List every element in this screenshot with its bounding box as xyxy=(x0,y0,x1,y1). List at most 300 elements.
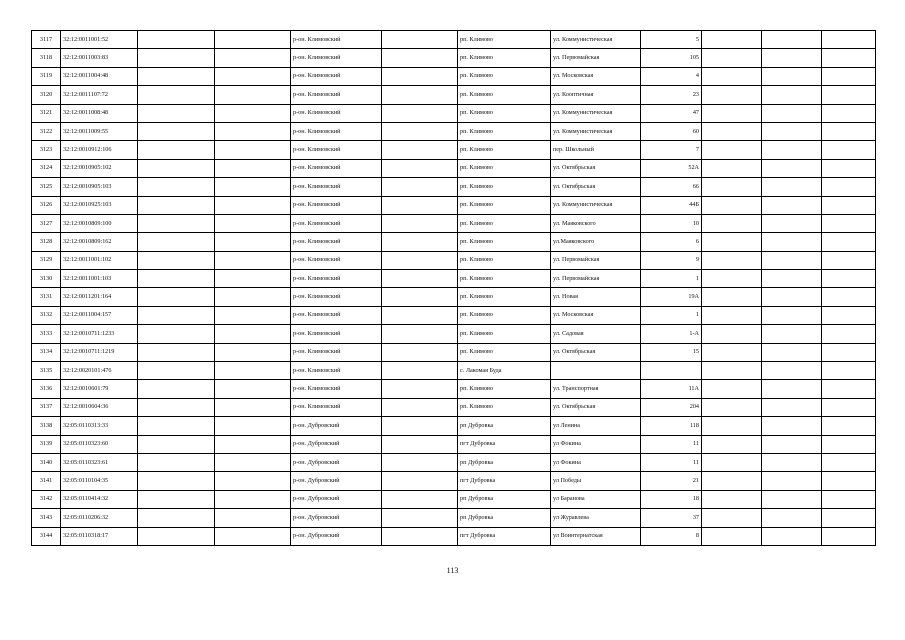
house-number-cell: 1 xyxy=(641,306,702,324)
empty-cell xyxy=(215,122,291,140)
empty-cell xyxy=(215,270,291,288)
empty-cell xyxy=(822,362,876,380)
cadastral-number-cell: 32:05:0110414:32 xyxy=(61,490,138,508)
empty-cell xyxy=(702,214,762,232)
empty-cell xyxy=(762,86,822,104)
empty-cell xyxy=(762,380,822,398)
empty-cell xyxy=(138,417,215,435)
empty-cell xyxy=(382,453,458,471)
empty-cell xyxy=(382,490,458,508)
empty-cell xyxy=(215,233,291,251)
empty-cell xyxy=(822,288,876,306)
cadastral-number-cell: 32:12:0020101:476 xyxy=(61,362,138,380)
cadastral-number-cell: 32:05:0110318:17 xyxy=(61,527,138,545)
house-number-cell: 11 xyxy=(641,435,702,453)
street-cell: ул. Коммунистическая xyxy=(551,196,641,214)
empty-cell xyxy=(762,196,822,214)
empty-cell xyxy=(822,435,876,453)
house-number-cell: 7 xyxy=(641,141,702,159)
settlement-cell: рп. Климово xyxy=(458,214,551,232)
house-number-cell: 105 xyxy=(641,49,702,67)
house-number-cell: 11 xyxy=(641,453,702,471)
row-number-cell: 3133 xyxy=(32,325,61,343)
district-cell: р-он. Дубровский xyxy=(291,453,382,471)
district-cell: р-он. Климовский xyxy=(291,86,382,104)
empty-cell xyxy=(702,527,762,545)
cadastral-number-cell: 32:12:0010905:103 xyxy=(61,178,138,196)
cadastral-number-cell: 32:12:0010601:79 xyxy=(61,380,138,398)
settlement-cell: рп. Климово xyxy=(458,178,551,196)
settlement-cell: рп. Климово xyxy=(458,122,551,140)
empty-cell xyxy=(762,472,822,490)
table-row xyxy=(32,453,876,471)
table-row xyxy=(32,67,876,85)
empty-cell xyxy=(762,453,822,471)
street-cell: ул. Октябрьская xyxy=(551,178,641,196)
street-cell: ул. Первомайская xyxy=(551,270,641,288)
row-number-cell: 3135 xyxy=(32,362,61,380)
empty-cell xyxy=(215,472,291,490)
row-number-cell: 3118 xyxy=(32,49,61,67)
empty-cell xyxy=(702,362,762,380)
empty-cell xyxy=(762,270,822,288)
cadastral-number-cell: 32:12:0011003:83 xyxy=(61,49,138,67)
empty-cell xyxy=(382,251,458,269)
district-cell: р-он. Климовский xyxy=(291,270,382,288)
table-row xyxy=(32,509,876,527)
empty-cell xyxy=(138,159,215,177)
street-cell: ул. Кооптичная xyxy=(551,86,641,104)
empty-cell xyxy=(215,86,291,104)
table-row xyxy=(32,233,876,251)
empty-cell xyxy=(822,104,876,122)
house-number-cell: 1-А xyxy=(641,325,702,343)
row-number-cell: 3140 xyxy=(32,453,61,471)
empty-cell xyxy=(215,196,291,214)
empty-cell xyxy=(382,435,458,453)
empty-cell xyxy=(382,214,458,232)
settlement-cell: рп. Климово xyxy=(458,159,551,177)
cadastral-number-cell: 32:12:0011009:55 xyxy=(61,122,138,140)
district-cell: р-он. Климовский xyxy=(291,49,382,67)
district-cell: р-он. Дубровский xyxy=(291,417,382,435)
street-cell: ул. Октябрьская xyxy=(551,159,641,177)
empty-cell xyxy=(762,49,822,67)
street-cell: ул. Маяковского xyxy=(551,214,641,232)
row-number-cell: 3127 xyxy=(32,214,61,232)
empty-cell xyxy=(822,214,876,232)
street-cell xyxy=(551,362,641,380)
empty-cell xyxy=(702,435,762,453)
street-cell: ул. Коммунистическая xyxy=(551,31,641,49)
cadastral-number-cell: 32:05:0110104:35 xyxy=(61,472,138,490)
empty-cell xyxy=(215,343,291,361)
house-number-cell: 1 xyxy=(641,270,702,288)
empty-cell xyxy=(762,417,822,435)
row-number-cell: 3134 xyxy=(32,343,61,361)
row-number-cell: 3142 xyxy=(32,490,61,508)
empty-cell xyxy=(762,141,822,159)
empty-cell xyxy=(382,398,458,416)
empty-cell xyxy=(382,527,458,545)
empty-cell xyxy=(382,178,458,196)
table-row xyxy=(32,214,876,232)
empty-cell xyxy=(215,141,291,159)
empty-cell xyxy=(822,251,876,269)
house-number-cell xyxy=(641,362,702,380)
empty-cell xyxy=(702,122,762,140)
empty-cell xyxy=(822,398,876,416)
settlement-cell: рп Дубровка xyxy=(458,453,551,471)
street-cell: ул. Транспортная xyxy=(551,380,641,398)
cadastral-number-cell: 32:12:0010711:1233 xyxy=(61,325,138,343)
settlement-cell: рп. Климово xyxy=(458,233,551,251)
cadastral-number-cell: 32:12:0011004:48 xyxy=(61,67,138,85)
empty-cell xyxy=(762,490,822,508)
empty-cell xyxy=(762,398,822,416)
table-row xyxy=(32,527,876,545)
house-number-cell: 8 xyxy=(641,527,702,545)
cadastral-number-cell: 32:05:0110206:32 xyxy=(61,509,138,527)
settlement-cell: рп. Климово xyxy=(458,325,551,343)
empty-cell xyxy=(702,159,762,177)
district-cell: р-он. Климовский xyxy=(291,325,382,343)
house-number-cell: 11А xyxy=(641,380,702,398)
district-cell: р-он. Климовский xyxy=(291,398,382,416)
empty-cell xyxy=(382,417,458,435)
house-number-cell: 52А xyxy=(641,159,702,177)
empty-cell xyxy=(215,214,291,232)
empty-cell xyxy=(138,453,215,471)
empty-cell xyxy=(215,67,291,85)
empty-cell xyxy=(702,270,762,288)
street-cell: ул. Московская xyxy=(551,67,641,85)
empty-cell xyxy=(382,343,458,361)
empty-cell xyxy=(822,472,876,490)
empty-cell xyxy=(138,214,215,232)
house-number-cell: 66 xyxy=(641,178,702,196)
row-number-cell: 3120 xyxy=(32,86,61,104)
row-number-cell: 3132 xyxy=(32,306,61,324)
empty-cell xyxy=(215,509,291,527)
empty-cell xyxy=(762,435,822,453)
empty-cell xyxy=(822,325,876,343)
empty-cell xyxy=(762,509,822,527)
settlement-cell: рп Дубровка xyxy=(458,417,551,435)
district-cell: р-он. Дубровский xyxy=(291,490,382,508)
empty-cell xyxy=(215,49,291,67)
settlement-cell: рп. Климово xyxy=(458,49,551,67)
empty-cell xyxy=(762,325,822,343)
empty-cell xyxy=(822,527,876,545)
empty-cell xyxy=(138,527,215,545)
table-row xyxy=(32,398,876,416)
empty-cell xyxy=(382,233,458,251)
empty-cell xyxy=(138,67,215,85)
empty-cell xyxy=(138,251,215,269)
empty-cell xyxy=(762,527,822,545)
table-row xyxy=(32,31,876,49)
empty-cell xyxy=(382,288,458,306)
empty-cell xyxy=(382,306,458,324)
empty-cell xyxy=(702,196,762,214)
district-cell: р-он. Дубровский xyxy=(291,472,382,490)
table-row xyxy=(32,435,876,453)
house-number-cell: 18 xyxy=(641,490,702,508)
empty-cell xyxy=(822,122,876,140)
house-number-cell: 118 xyxy=(641,417,702,435)
district-cell: р-он. Климовский xyxy=(291,288,382,306)
district-cell: р-он. Климовский xyxy=(291,67,382,85)
empty-cell xyxy=(382,362,458,380)
street-cell: ул Журавлева xyxy=(551,509,641,527)
empty-cell xyxy=(822,343,876,361)
empty-cell xyxy=(382,67,458,85)
street-cell: ул Воинтернатская xyxy=(551,527,641,545)
street-cell: ул Ленина xyxy=(551,417,641,435)
house-number-cell: 6 xyxy=(641,233,702,251)
empty-cell xyxy=(138,178,215,196)
empty-cell xyxy=(382,49,458,67)
table-row xyxy=(32,362,876,380)
row-number-cell: 3117 xyxy=(32,31,61,49)
empty-cell xyxy=(215,362,291,380)
district-cell: р-он. Климовский xyxy=(291,141,382,159)
empty-cell xyxy=(215,527,291,545)
row-number-cell: 3124 xyxy=(32,159,61,177)
house-number-cell: 19А xyxy=(641,288,702,306)
empty-cell xyxy=(382,270,458,288)
empty-cell xyxy=(702,233,762,251)
row-number-cell: 3129 xyxy=(32,251,61,269)
empty-cell xyxy=(138,104,215,122)
table-row xyxy=(32,159,876,177)
street-cell: ул. Октябрьская xyxy=(551,398,641,416)
empty-cell xyxy=(822,417,876,435)
table-row xyxy=(32,306,876,324)
empty-cell xyxy=(702,49,762,67)
district-cell: р-он. Климовский xyxy=(291,196,382,214)
street-cell: ул. Садовая xyxy=(551,325,641,343)
empty-cell xyxy=(702,417,762,435)
table-row xyxy=(32,490,876,508)
empty-cell xyxy=(702,178,762,196)
empty-cell xyxy=(138,362,215,380)
district-cell: р-он. Климовский xyxy=(291,122,382,140)
empty-cell xyxy=(702,398,762,416)
empty-cell xyxy=(822,49,876,67)
settlement-cell: рп. Климово xyxy=(458,86,551,104)
empty-cell xyxy=(702,288,762,306)
empty-cell xyxy=(138,306,215,324)
empty-cell xyxy=(702,306,762,324)
empty-cell xyxy=(382,141,458,159)
cadastral-number-cell: 32:05:0110323:60 xyxy=(61,435,138,453)
empty-cell xyxy=(382,472,458,490)
row-number-cell: 3121 xyxy=(32,104,61,122)
district-cell: р-он. Климовский xyxy=(291,31,382,49)
table-row xyxy=(32,196,876,214)
empty-cell xyxy=(138,380,215,398)
empty-cell xyxy=(382,122,458,140)
empty-cell xyxy=(138,343,215,361)
cadastral-number-cell: 32:12:0011201:164 xyxy=(61,288,138,306)
district-cell: р-он. Климовский xyxy=(291,306,382,324)
settlement-cell: рп. Климово xyxy=(458,141,551,159)
street-cell: ул.Маяковского xyxy=(551,233,641,251)
empty-cell xyxy=(215,178,291,196)
empty-cell xyxy=(822,86,876,104)
table-body xyxy=(32,31,876,546)
house-number-cell: 23 xyxy=(641,86,702,104)
cadastral-number-cell: 32:12:0011008:48 xyxy=(61,104,138,122)
house-number-cell: 10 xyxy=(641,214,702,232)
settlement-cell: пгт Дубровка xyxy=(458,527,551,545)
empty-cell xyxy=(138,325,215,343)
cadastral-number-cell: 32:12:0011004:157 xyxy=(61,306,138,324)
empty-cell xyxy=(138,31,215,49)
row-number-cell: 3126 xyxy=(32,196,61,214)
empty-cell xyxy=(215,104,291,122)
house-number-cell: 37 xyxy=(641,509,702,527)
empty-cell xyxy=(822,178,876,196)
empty-cell xyxy=(762,31,822,49)
empty-cell xyxy=(702,325,762,343)
cadastral-number-cell: 32:12:0010809:100 xyxy=(61,214,138,232)
empty-cell xyxy=(382,159,458,177)
cadastral-number-cell: 32:12:0011001:103 xyxy=(61,270,138,288)
settlement-cell: пгт Дубровка xyxy=(458,435,551,453)
street-cell: ул. Коммунистическая xyxy=(551,104,641,122)
cadastral-number-cell: 32:12:0010912:106 xyxy=(61,141,138,159)
empty-cell xyxy=(762,178,822,196)
table-row xyxy=(32,288,876,306)
empty-cell xyxy=(762,233,822,251)
house-number-cell: 60 xyxy=(641,122,702,140)
empty-cell xyxy=(382,325,458,343)
settlement-cell: рп Дубровка xyxy=(458,509,551,527)
empty-cell xyxy=(215,398,291,416)
settlement-cell: рп. Климово xyxy=(458,31,551,49)
empty-cell xyxy=(822,31,876,49)
row-number-cell: 3131 xyxy=(32,288,61,306)
settlement-cell: рп. Климово xyxy=(458,251,551,269)
cadastral-number-cell: 32:05:0110313:33 xyxy=(61,417,138,435)
street-cell: ул Баранова xyxy=(551,490,641,508)
empty-cell xyxy=(138,509,215,527)
table-row xyxy=(32,122,876,140)
district-cell: р-он. Дубровский xyxy=(291,435,382,453)
table-row xyxy=(32,86,876,104)
empty-cell xyxy=(702,490,762,508)
empty-cell xyxy=(822,196,876,214)
empty-cell xyxy=(138,490,215,508)
empty-cell xyxy=(215,306,291,324)
empty-cell xyxy=(138,141,215,159)
empty-cell xyxy=(762,159,822,177)
empty-cell xyxy=(215,251,291,269)
empty-cell xyxy=(762,306,822,324)
row-number-cell: 3141 xyxy=(32,472,61,490)
street-cell: ул. Коммунистическая xyxy=(551,122,641,140)
street-cell: пер. Школьный xyxy=(551,141,641,159)
empty-cell xyxy=(138,398,215,416)
street-cell: ул Фокина xyxy=(551,435,641,453)
cadastral-number-cell: 32:12:0010604:36 xyxy=(61,398,138,416)
empty-cell xyxy=(215,453,291,471)
empty-cell xyxy=(382,380,458,398)
settlement-cell: рп. Климово xyxy=(458,380,551,398)
cadastral-number-cell: 32:12:0010809:162 xyxy=(61,233,138,251)
district-cell: р-он. Климовский xyxy=(291,380,382,398)
row-number-cell: 3122 xyxy=(32,122,61,140)
house-number-cell: 47 xyxy=(641,104,702,122)
empty-cell xyxy=(702,141,762,159)
settlement-cell: с. Лакомая Буда xyxy=(458,362,551,380)
empty-cell xyxy=(822,490,876,508)
empty-cell xyxy=(762,214,822,232)
settlement-cell: рп. Климово xyxy=(458,270,551,288)
table-row xyxy=(32,141,876,159)
cadastral-number-cell: 32:12:0011001:52 xyxy=(61,31,138,49)
cadastral-number-cell: 32:12:0010905:102 xyxy=(61,159,138,177)
house-number-cell: 15 xyxy=(641,343,702,361)
table-row xyxy=(32,178,876,196)
row-number-cell: 3119 xyxy=(32,67,61,85)
street-cell: ул. Московская xyxy=(551,306,641,324)
empty-cell xyxy=(822,159,876,177)
empty-cell xyxy=(382,86,458,104)
empty-cell xyxy=(822,453,876,471)
empty-cell xyxy=(382,509,458,527)
street-cell: ул. Первомайская xyxy=(551,251,641,269)
cadastral-number-cell: 32:12:0010711:1219 xyxy=(61,343,138,361)
table-row xyxy=(32,270,876,288)
empty-cell xyxy=(215,325,291,343)
table-row xyxy=(32,104,876,122)
street-cell: ул Фокина xyxy=(551,453,641,471)
house-number-cell: 4 xyxy=(641,67,702,85)
empty-cell xyxy=(138,122,215,140)
empty-cell xyxy=(762,362,822,380)
district-cell: р-он. Климовский xyxy=(291,178,382,196)
settlement-cell: рп. Климово xyxy=(458,67,551,85)
street-cell: ул. Новая xyxy=(551,288,641,306)
house-number-cell: 5 xyxy=(641,31,702,49)
empty-cell xyxy=(702,343,762,361)
house-number-cell: 204 xyxy=(641,398,702,416)
district-cell: р-он. Климовский xyxy=(291,233,382,251)
row-number-cell: 3125 xyxy=(32,178,61,196)
empty-cell xyxy=(382,31,458,49)
empty-cell xyxy=(215,380,291,398)
empty-cell xyxy=(762,251,822,269)
empty-cell xyxy=(822,380,876,398)
empty-cell xyxy=(138,435,215,453)
settlement-cell: пгт Дубровка xyxy=(458,472,551,490)
row-number-cell: 3136 xyxy=(32,380,61,398)
table-row xyxy=(32,251,876,269)
empty-cell xyxy=(822,67,876,85)
empty-cell xyxy=(702,31,762,49)
street-cell: ул. Октябрьская xyxy=(551,343,641,361)
row-number-cell: 3130 xyxy=(32,270,61,288)
cadastral-number-cell: 32:12:0011107:72 xyxy=(61,86,138,104)
house-number-cell: 44Б xyxy=(641,196,702,214)
empty-cell xyxy=(215,159,291,177)
empty-cell xyxy=(702,251,762,269)
empty-cell xyxy=(138,270,215,288)
